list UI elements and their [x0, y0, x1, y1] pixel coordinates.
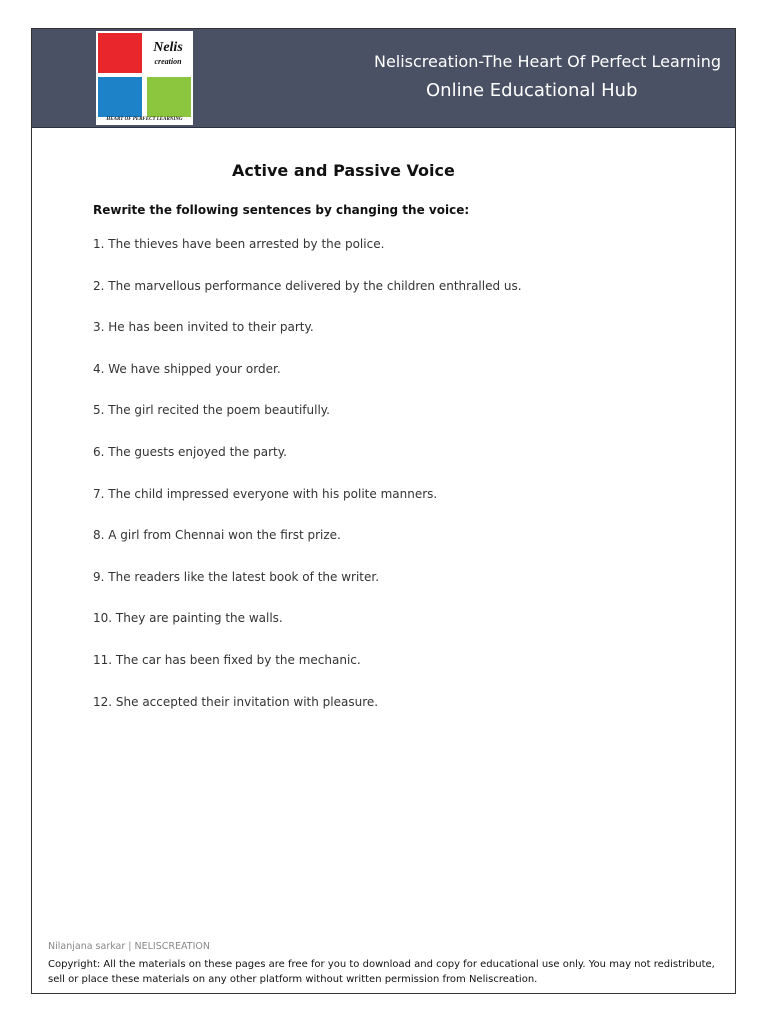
question-item: 7. The child impressed everyone with his polite manners. — [93, 486, 438, 501]
worksheet-instruction: Rewrite the following sentences by changing the voice: — [93, 203, 470, 217]
question-item: 1. The thieves have been arrested by the police. — [93, 237, 385, 251]
logo-red-square — [98, 33, 142, 73]
footer-copyright: Copyright: All the materials on these pages are free for you to download and copy for educational use only. You may not redistribute, sell or place these materials on any other platform without written permission from Neliscreation. — [48, 959, 715, 985]
question-item: 11. The car has been fixed by the mechanic. — [93, 652, 361, 667]
question-item: 12. She accepted their invitation with pleasure. — [93, 694, 379, 709]
question-item: 3. He has been invited to their party. — [93, 320, 314, 335]
logo-tagline: HEART OF PERFECT LEARNING — [106, 117, 183, 122]
question-list — [93, 236, 522, 735]
header-tagline: Neliscreation-The Heart Of Perfect Learning — [373, 52, 721, 71]
page-header — [32, 29, 735, 128]
logo-brand-text: Nelis — [153, 40, 183, 55]
footer-author: Nilanjana sarkar | NELISCREATION — [48, 941, 210, 952]
neliscreation-logo — [96, 31, 193, 125]
logo-sub-text: creation — [154, 57, 182, 66]
logo-blue-square — [98, 77, 142, 117]
question-item: 4. We have shipped your order. — [93, 361, 281, 376]
question-item: 10. They are painting the walls. — [93, 611, 283, 626]
worksheet-title: Active and Passive Voice — [232, 161, 455, 180]
question-item: 9. The readers like the latest book of the writer. — [93, 569, 380, 584]
question-item: 8. A girl from Chennai won the first prize. — [93, 528, 341, 543]
question-item: 6. The guests enjoyed the party. — [93, 444, 287, 459]
question-item: 5. The girl recited the poem beautifully. — [93, 403, 330, 418]
logo-green-square — [147, 77, 191, 117]
header-subtitle: Online Educational Hub — [426, 80, 638, 101]
question-item: 2. The marvellous performance delivered by the children enthralled us. — [93, 278, 522, 293]
worksheet-page — [31, 28, 736, 994]
